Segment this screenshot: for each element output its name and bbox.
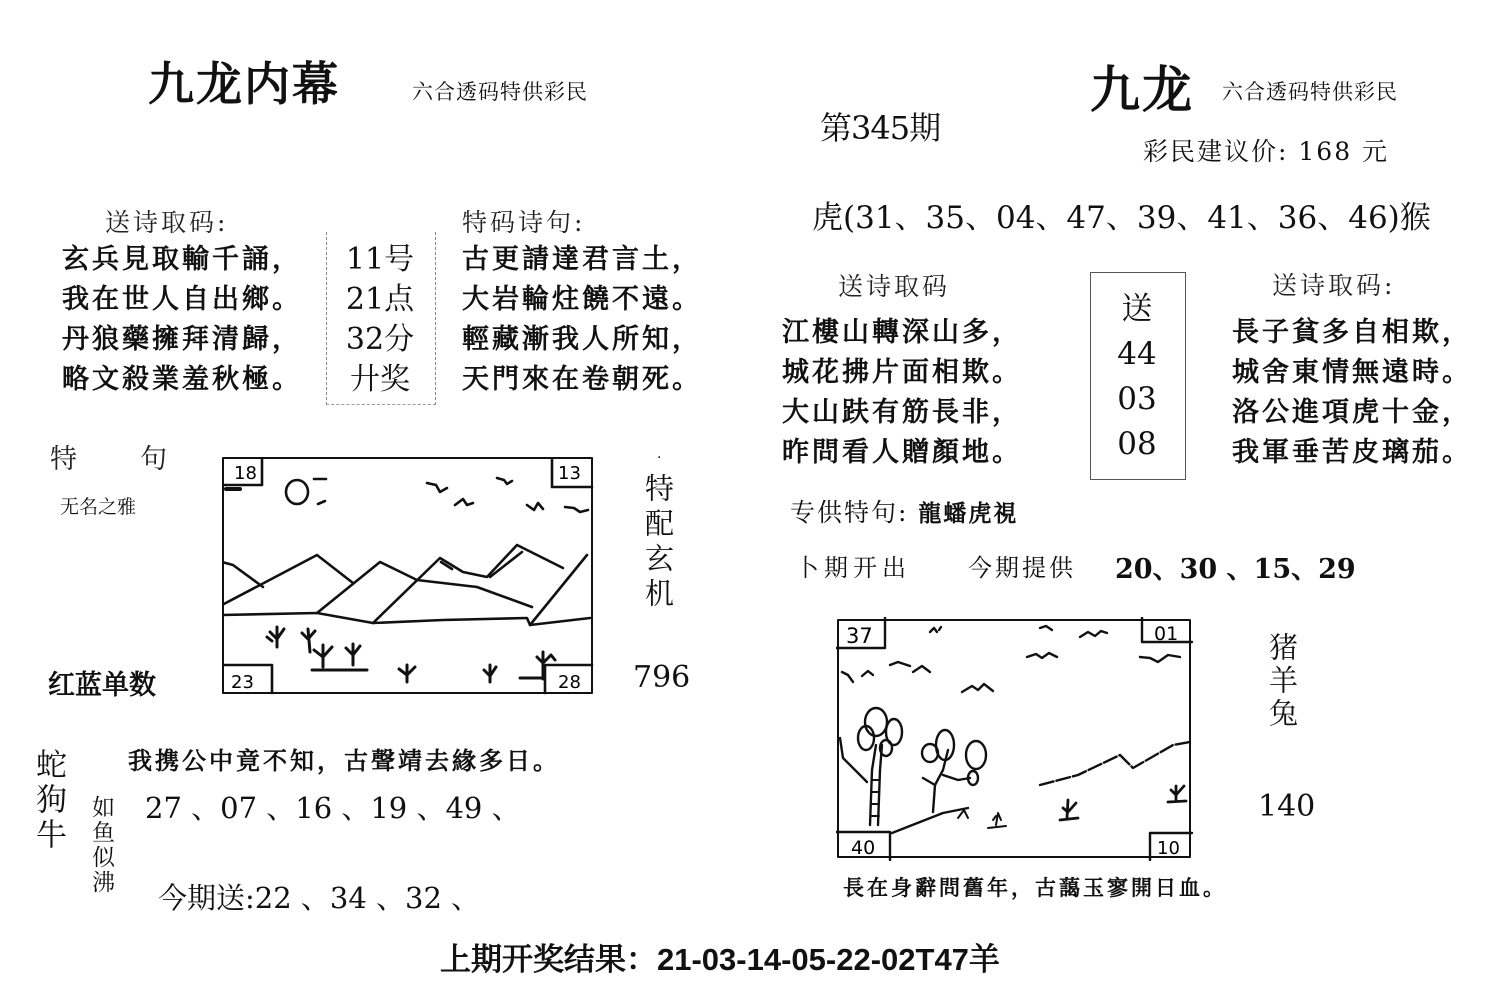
right-subtitle: 六合透码特供彩民 xyxy=(1222,80,1398,104)
left-poem-1 xyxy=(62,240,302,400)
poem-line: 略文殺業羞秋極。 xyxy=(62,364,302,395)
corner-number: 10 xyxy=(1157,838,1180,859)
number-box-line: 廾奖 xyxy=(350,362,410,397)
poem-line: 玄兵見取輸千誦， xyxy=(62,244,302,275)
poem-line: 洛公進項虎十金， xyxy=(1232,397,1472,428)
price-value: 168 元 xyxy=(1298,137,1390,166)
poem-line: 我在世人自出鄉。 xyxy=(62,284,302,315)
left-poem-1-heading: 送诗取码: xyxy=(105,208,229,237)
dot-mark: · xyxy=(657,450,662,466)
right-poem-2-heading: 送诗取码: xyxy=(1272,271,1396,300)
send-box-content xyxy=(1090,287,1184,467)
left-poem-2-heading: 特码诗句: xyxy=(462,208,586,237)
send-box-line: 03 xyxy=(1117,381,1157,417)
corner-number: 13 xyxy=(558,463,581,484)
number-box-line: 11号 xyxy=(345,242,415,277)
send-box-line: 送 xyxy=(1121,291,1153,327)
send-box-line: 08 xyxy=(1117,426,1157,462)
poem-line: 輕藏漸我人所知， xyxy=(462,324,702,355)
left-numbers-line: 27 、07 、16 、19 、49 、 xyxy=(145,791,521,825)
send-box-line: 44 xyxy=(1117,336,1157,372)
left-subtitle: 六合透码特供彩民 xyxy=(412,80,588,104)
poem-line: 大山趺有筋長非， xyxy=(782,397,1022,428)
left-side-number: 796 xyxy=(633,660,691,695)
right-title: 九龙 xyxy=(1090,60,1194,119)
poem-line: 大岩輪炷饒不遠。 xyxy=(462,284,702,315)
corner-number: 01 xyxy=(1154,623,1179,645)
special-mystery-vertical: 特配玄机 xyxy=(641,473,675,613)
this-issue-provide-numbers: 20、30 、15、29 xyxy=(1115,554,1356,585)
special-phrase-label: 特 句 xyxy=(50,444,170,475)
poem-line: 丹狼藥擁拜清歸， xyxy=(62,324,302,355)
right-poem-1 xyxy=(782,313,1022,473)
landscape-picture-left xyxy=(222,457,594,695)
special-phrase-label: 专供特句: xyxy=(790,498,909,527)
idiom-vertical: 如鱼似沸 xyxy=(88,795,114,895)
poem-line: 古更請達君言土， xyxy=(462,244,702,275)
mountain-landscape-icon xyxy=(222,457,594,695)
poem-line: 江樓山轉深山多， xyxy=(782,317,1022,348)
corner-number: 40 xyxy=(851,837,876,859)
left-verse: 我携公中竟不知，古聲靖去緣多日。 xyxy=(128,746,560,775)
this-issue-label: 今期送: xyxy=(158,881,255,915)
poem-line: 城花拂片面相欺。 xyxy=(782,357,1022,388)
number-box-line: 32分 xyxy=(345,322,415,357)
price-label: 彩民建议价: xyxy=(1143,137,1289,166)
right-verse: 長在身辭問舊年，古藹玉寥開日血。 xyxy=(843,875,1227,900)
poem-line: 天門來在卷朝死。 xyxy=(462,364,702,395)
suggested-price xyxy=(1143,132,1389,168)
this-issue-provide-label: 今期提供 xyxy=(968,554,1076,582)
poem-line: 我軍垂苦皮璃茄。 xyxy=(1232,437,1472,468)
tree-landscape-icon xyxy=(836,617,1194,861)
this-issue-numbers: 22 、34 、32 、 xyxy=(254,881,481,915)
tiger-monkey-numbers: 虎(31、35、04、47、39、41、36、46)猴 xyxy=(812,200,1431,236)
right-poem-2 xyxy=(1232,313,1472,473)
poem-line: 昨問看人贈顏地。 xyxy=(782,437,1022,468)
left-zodiacs: 蛇狗牛 xyxy=(30,748,66,853)
left-title: 九龙内幕 xyxy=(148,57,340,111)
left-this-issue xyxy=(158,876,480,917)
corner-number: 28 xyxy=(558,672,581,693)
number-box-content xyxy=(326,240,434,400)
last-draw-result: 上期开奖结果：21-03-14-05-22-02T47羊 xyxy=(440,942,1000,977)
right-zodiacs: 猪羊兔 xyxy=(1265,632,1299,731)
last-issue-label: 卜期开出 xyxy=(795,554,911,582)
left-poem-2 xyxy=(462,240,702,400)
corner-number: 37 xyxy=(846,624,873,648)
special-phrase-value: 龍蟠虎視 xyxy=(918,500,1019,527)
right-side-number: 140 xyxy=(1258,789,1316,824)
poem-line: 長子貧多自相欺， xyxy=(1232,317,1472,348)
special-phrase-value: 无名之雅 xyxy=(60,496,137,518)
issue-number: 第345期 xyxy=(820,109,941,147)
right-special-phrase xyxy=(790,493,1018,529)
corner-number: 23 xyxy=(231,672,254,693)
number-box-line: 21点 xyxy=(345,282,415,317)
corner-number: 18 xyxy=(234,463,257,484)
landscape-picture-right xyxy=(836,617,1194,861)
right-poem-1-heading: 送诗取码 xyxy=(838,272,951,301)
red-blue-label: 红蓝单数 xyxy=(48,670,156,701)
poem-line: 城舍東情無遠時。 xyxy=(1232,357,1472,388)
